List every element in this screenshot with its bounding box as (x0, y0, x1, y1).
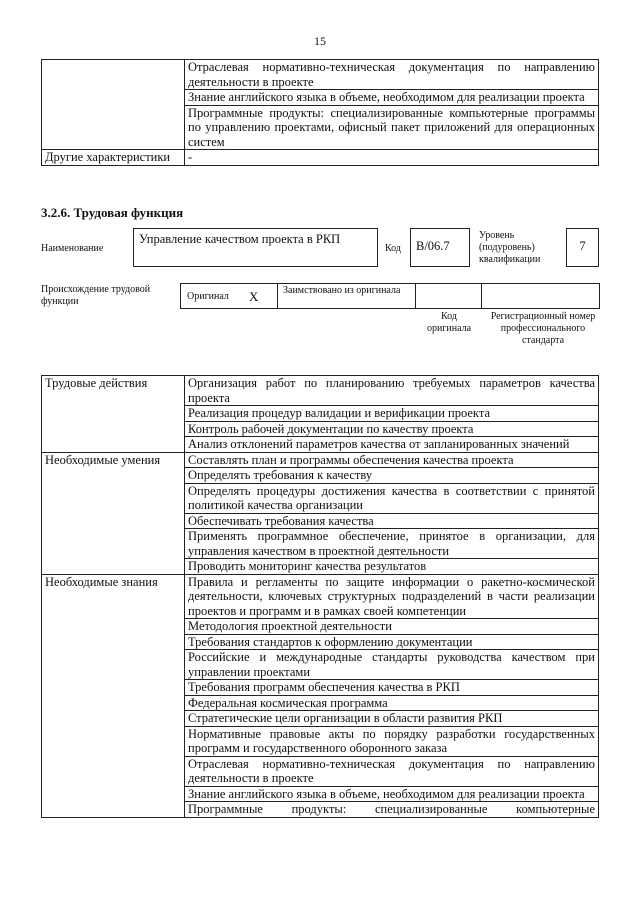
table-cell: Нормативные правовые акты по порядку разработки государственных программ и государственного оборонного заказа (185, 726, 599, 756)
name-value: Управление качеством проекта в РКП (133, 228, 378, 267)
code-value: В/06.7 (410, 228, 470, 267)
row-label (42, 60, 185, 150)
page-number: 15 (314, 34, 326, 48)
table-cell: Знание английского языка в объеме, необходимом для реализации проекта (185, 786, 599, 802)
table-row (42, 376, 599, 406)
table-cell: Требования стандартов к оформлению документации (185, 634, 599, 650)
table-cell: Определять требования к качеству (185, 468, 599, 484)
table-cell: Федеральная космическая программа (185, 695, 599, 711)
table-cell: Определять процедуры достижения качества в соответствии с принятой политикой качества организации (185, 483, 599, 513)
origin-label: Происхождение трудовой функции (41, 284, 151, 307)
table-row (42, 150, 599, 166)
table-cell: Контроль рабочей документации по качеству проекта (185, 421, 599, 437)
table-cell: Правила и регламенты по защите информации о ракетно-космической деятельности, ключевых структурных подразделений в части реализации проектов и программ и в рамках своей компетенции (185, 574, 599, 619)
row-label: Необходимые знания (42, 574, 185, 817)
original-label: Оригинал (187, 291, 229, 302)
table-cell: Программные продукты: специализированные компьютерные (185, 802, 599, 818)
top-continuation-table (41, 59, 599, 166)
table-cell: Отраслевая нормативно-техническая документация по направлению деятельности в проекте (185, 60, 599, 90)
table-cell: Организация работ по планированию требуемых параметров качества проекта (185, 376, 599, 406)
table-cell: Реализация процедур валидации и верификации проекта (185, 406, 599, 422)
code-label: Код (385, 243, 401, 254)
name-label: Наименование (41, 243, 104, 254)
table-cell: Проводить мониторинг качества результатов (185, 559, 599, 575)
table-cell: Отраслевая нормативно-техническая документация по направлению деятельности в проекте (185, 756, 599, 786)
table-cell: Применять программное обеспечение, принятое в организации, для управления качеством в проектной деятельности (185, 529, 599, 559)
table-row (42, 452, 599, 468)
level-label: Уровень (подуровень) квалификации (479, 230, 541, 265)
table-cell: Знание английского языка в объеме, необходимом для реализации проекта (185, 90, 599, 106)
row-label: Трудовые действия (42, 376, 185, 453)
grid-divider (415, 283, 416, 309)
grid-divider (277, 283, 278, 309)
section-title: 3.2.6. Трудовая функция (41, 205, 184, 220)
table-cell: Методология проектной деятельности (185, 619, 599, 635)
row-label: Необходимые умения (42, 452, 185, 574)
origin-grid (180, 283, 600, 309)
original-mark: X (249, 289, 259, 304)
borrowed-label: Заимствовано из оригинала (283, 285, 401, 296)
code-original-caption: Код оригинала (426, 311, 472, 334)
table-cell: Требования программ обеспечения качества в РКП (185, 680, 599, 696)
level-value: 7 (566, 228, 599, 267)
table-cell: Анализ отклонений параметров качества от запланированных значений (185, 437, 599, 453)
table-cell: Составлять план и программы обеспечения качества проекта (185, 452, 599, 468)
table-row (42, 574, 599, 619)
table-cell: Программные продукты: специализированные компьютерные программы по управлению проектами, офисный пакет приложений для операционных систем (185, 105, 599, 150)
table-cell: - (185, 150, 599, 166)
table-cell: Стратегические цели организации в области развития РКП (185, 711, 599, 727)
table-cell: Российские и международные стандарты руководства качеством при управлении проектами (185, 650, 599, 680)
reg-number-caption: Регистрационный номер профессионального стандарта (490, 311, 596, 346)
table-row (42, 60, 599, 90)
row-label: Другие характеристики (42, 150, 185, 166)
table-cell: Обеспечивать требования качества (185, 513, 599, 529)
labor-function-table (41, 375, 599, 818)
grid-divider (481, 283, 482, 309)
